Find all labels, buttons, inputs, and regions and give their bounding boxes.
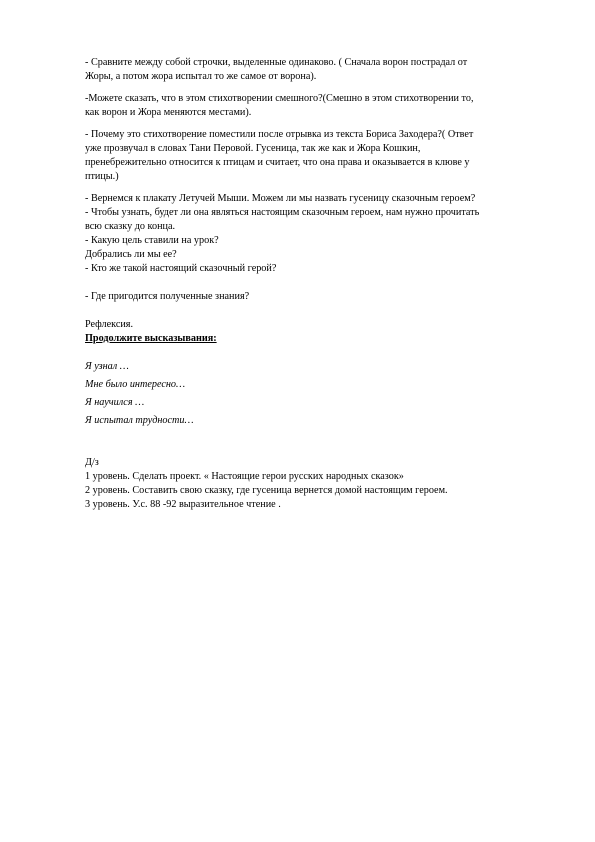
reflection-block [85,318,550,428]
reflection-prompt: Мне было интересно… [85,379,186,390]
text-line: птицы.) [85,171,119,182]
document-page [85,56,550,512]
spacer [85,346,550,360]
homework-item: 2 уровень. Составить свою сказку, где гусеница вернется домой настоящим героем. [85,485,448,496]
reflection-subtitle: Продолжите высказывания: [85,333,217,344]
homework-block [85,456,550,512]
spacer [85,428,550,456]
homework-item: 3 уровень. У.с. 88 -92 выразительное чтение . [85,499,281,510]
text-line: уже прозвучал в словах Тани Перовой. Гусеница, так же как и Жора Кошкин, [85,143,421,154]
question-line: - Кто же такой настоящий сказочный герой? [85,263,277,274]
reflection-prompt: Я испытал трудности… [85,415,194,426]
question-line: - Чтобы узнать, будет ли она являться настоящим сказочным героем, нам нужно прочитать [85,207,480,218]
knowledge-question: - Где пригодится полученные знания? [85,291,250,302]
question-line: - Вернемся к плакату Летучей Мыши. Можем ли мы назвать гусеницу сказочным героем? [85,193,476,204]
spacer [85,304,550,318]
text-line: как ворон и Жора меняются местами). [85,107,252,118]
paragraph-why-placed [85,128,550,184]
question-line: всю сказку до конца. [85,221,176,232]
homework-title: Д/з [85,457,99,468]
question-line: Добрались ли мы ее? [85,249,177,260]
reflection-title: Рефлексия. [85,319,134,330]
text-line: - Почему это стихотворение поместили после отрывка из текста Бориса Заходера?( Ответ [85,129,474,140]
reflection-prompt: Я научился … [85,397,145,408]
paragraph-funny [85,92,550,120]
text-line: пренебрежительно относится к птицам и считает, что она права и оказывается в клюве у [85,157,470,168]
text-line: - Сравните между собой строчки, выделенные одинаково. ( Сначала ворон пострадал от [85,57,468,68]
paragraph-compare [85,56,550,84]
question-line: - Какую цель ставили на урок? [85,235,219,246]
homework-item: 1 уровень. Сделать проект. « Настоящие герои русских народных сказок» [85,471,404,482]
questions-block [85,192,550,276]
spacer [85,276,550,290]
text-line: -Можете сказать, что в этом стихотворении смешного?(Смешно в этом стихотворении то, [85,93,474,104]
text-line: Жоры, а потом жора испытал то же самое от ворона). [85,71,317,82]
reflection-prompt: Я узнал … [85,361,129,372]
